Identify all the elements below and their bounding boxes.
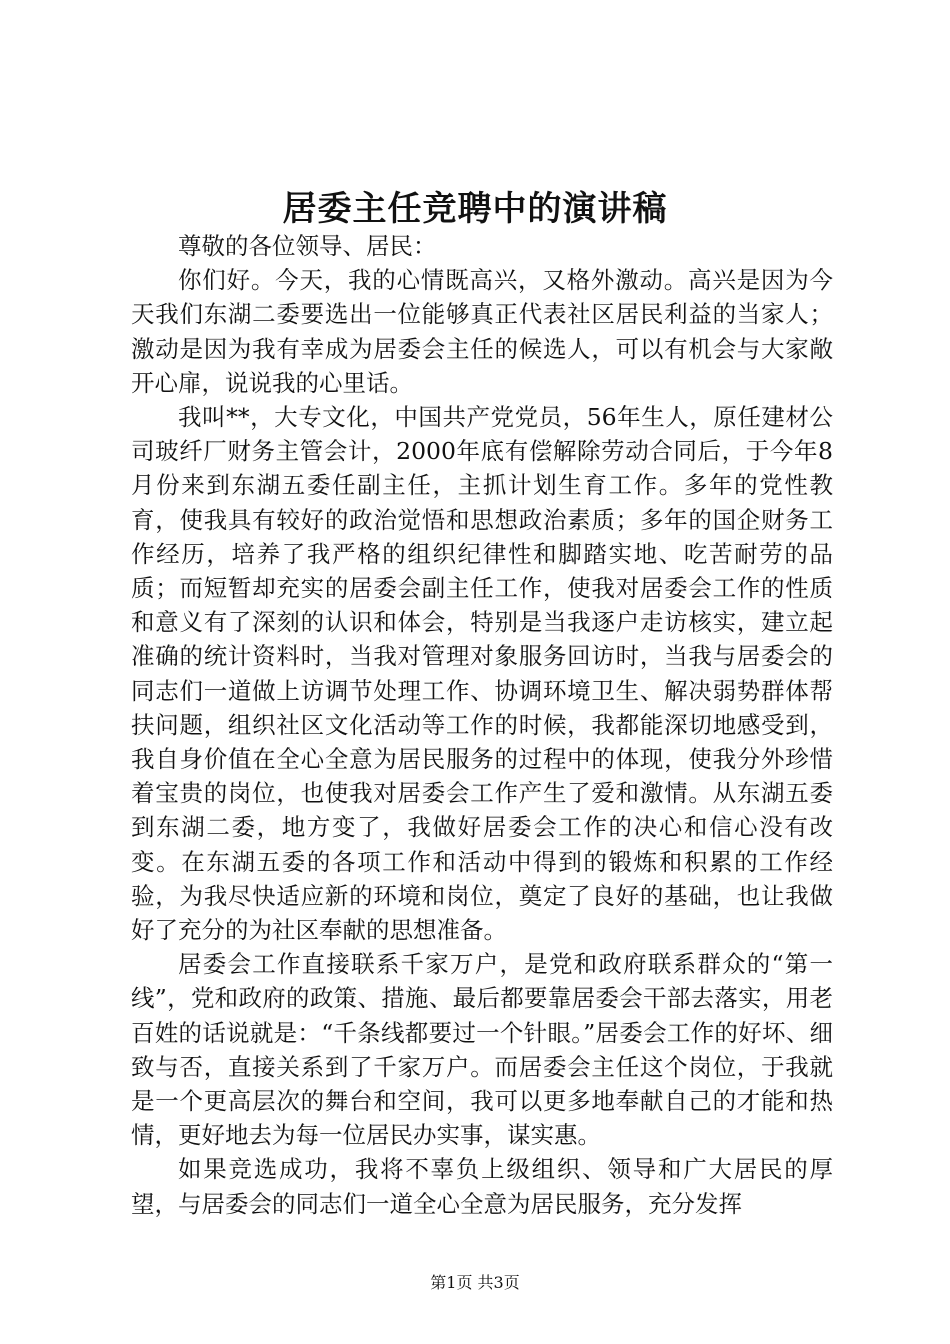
document-body <box>131 229 833 1221</box>
page-title: 居委主任竞聘中的演讲稿 <box>282 189 668 229</box>
page-footer: 第1页 共3页 <box>430 1273 520 1292</box>
salutation-paragraph: 尊敬的各位领导、居民： <box>178 232 437 260</box>
body-paragraph-role: 居委会工作直接联系千家万户，是党和政府联系群众的“第一线”，党和政府的政策、措施、最后都要靠居委会干部去落实，用老百姓的话说就是：“千条线都要过一个针眼。”居委会工作的好坏、细致与否，直接关系到了千家万户。而居委会主任这个岗位，于我就是一个更高层次的舞台和空间，我可以更多地奉献自己的才能和热情，更好地去为每一位居民办实事，谋实惠。 <box>131 950 833 1150</box>
body-paragraph-introduction: 我叫**，大专文化，中国共产党党员，56年生人，原任建材公司玻纤厂财务主管会计，2000年底有偿解除劳动合同后，于今年8月份来到东湖五委任副主任，主抓计划生育工作。多年的党性教育，使我具有较好的政治觉悟和思想政治素质；多年的国企财务工作经历，培养了我严格的组织纪律性和脚踏实地、吃苦耐劳的品质；而短暂却充实的居委会副主任工作，使我对居委会工作的性质和意义有了深刻的认识和体会，特别是当我逐户走访核实，建立起准确的统计资料时，当我对管理对象服务回访时，当我与居委会的同志们一道做上访调节处理工作、协调环境卫生、解决弱势群体帮扶问题，组织社区文化活动等工作的时候，我都能深切地感受到，我自身价值在全心全意为居民服务的过程中的体现，使我分外珍惜着宝贵的岗位，也使我对居委会工作产生了爱和激情。从东湖五委到东湖二委，地方变了，我做好居委会工作的决心和信心没有改变。在东湖五委的各项工作和活动中得到的锻炼和积累的工作经验，为我尽快适应新的环境和岗位，奠定了良好的基础，也让我做好了充分的为社区奉献的思想准备。 <box>131 403 833 945</box>
body-paragraph-pledge: 如果竞选成功，我将不辜负上级组织、领导和广大居民的厚望，与居委会的同志们一道全心全意为居民服务，充分发挥 <box>131 1155 833 1218</box>
body-paragraph-greeting: 你们好。今天，我的心情既高兴，又格外激动。高兴是因为今天我们东湖二委要选出一位能够真正代表社区居民利益的当家人；激动是因为我有幸成为居委会主任的候选人，可以有机会与大家敞开心扉，说说我的心里话。 <box>131 266 833 397</box>
